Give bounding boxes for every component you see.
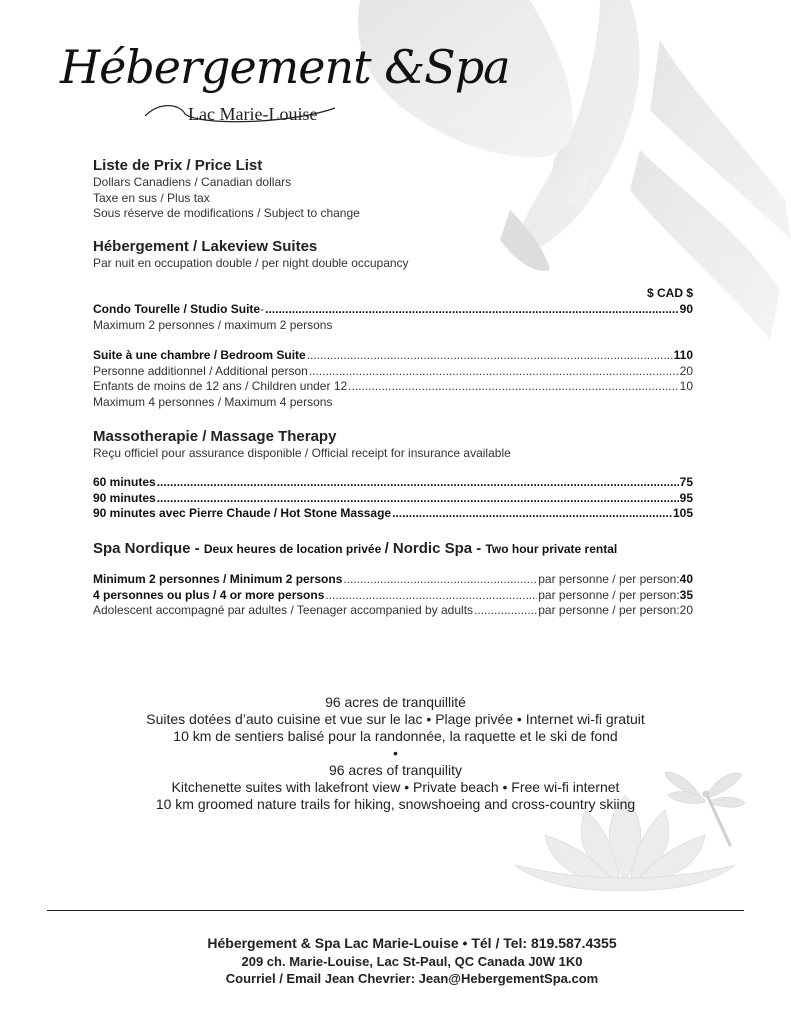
footer-address: 209 ch. Marie-Louise, Lac St-Paul, QC Canada J0W 1K0 bbox=[241, 954, 583, 969]
children-price: 10 bbox=[679, 379, 693, 393]
massage-label: 90 minutes avec Pierre Chaude / Hot Stone Massage bbox=[93, 506, 392, 520]
leader-dots bbox=[157, 475, 679, 491]
spa-price: 20 bbox=[679, 603, 693, 617]
leader-dots bbox=[343, 572, 537, 588]
condo-label: Condo Tourelle / Studio Suite bbox=[93, 302, 261, 316]
condo-price: 90 bbox=[679, 302, 693, 316]
feature-line: 10 km groomed nature trails for hiking, snowshoeing and cross-country skiing bbox=[155, 796, 636, 812]
bedroom-price-row bbox=[93, 348, 693, 364]
massage-label: 90 minutes bbox=[93, 490, 156, 505]
leader-dots bbox=[474, 603, 537, 619]
additional-person-label: Personne additionnel / Additional person bbox=[93, 363, 308, 378]
spa-label: Adolescent accompagné par adultes / Teenager accompanied by adults bbox=[93, 603, 474, 617]
condo-separator: - bbox=[260, 302, 265, 316]
bedroom-label: Suite à une chambre / Bedroom Suite bbox=[93, 348, 306, 362]
bedroom-price: 110 bbox=[673, 348, 693, 362]
massage-section bbox=[93, 428, 693, 462]
logo-wordmark: Hébergement &Spa bbox=[60, 40, 510, 94]
massage-title: Massotherapie / Massage Therapy bbox=[93, 428, 337, 445]
spa-title-fr: Spa Nordique - bbox=[93, 540, 204, 557]
massage-row bbox=[93, 491, 693, 507]
lodging-section bbox=[93, 238, 693, 272]
feature-line: 96 acres of tranquility bbox=[328, 762, 463, 778]
footer-email: Courriel / Email Jean Chevrier: Jean@HebergementSpa.com bbox=[225, 971, 599, 986]
leader-dots bbox=[307, 348, 673, 364]
children-label: Enfants de moins de 12 ans / Children under 12 bbox=[93, 379, 348, 393]
price-list-title: Liste de Prix / Price List bbox=[93, 157, 263, 174]
massage-label: 60 minutes bbox=[93, 475, 156, 489]
price-list-line: Dollars Canadiens / Canadian dollars bbox=[93, 175, 292, 189]
spa-title-en: / Nordic Spa - bbox=[384, 540, 486, 557]
feature-line: 10 km de sentiers balisé pour la randonnée, la raquette et le ski de fond bbox=[173, 728, 618, 744]
feature-line: Suites dotées d’auto cuisine et vue sur le lac • Plage privée • Internet wi-fi gratuit bbox=[146, 711, 645, 727]
footer-contact-line: Hébergement & Spa Lac Marie-Louise • Tél / Tel: 819.587.4355 bbox=[207, 935, 617, 951]
spa-price: 40 bbox=[679, 572, 693, 586]
feature-line: Kitchenette suites with lakefront view • Private beach • Free wi-fi internet bbox=[171, 779, 620, 795]
features-block bbox=[0, 694, 791, 813]
lodging-title: Hébergement / Lakeview Suites bbox=[93, 238, 318, 255]
additional-person-row bbox=[93, 364, 693, 380]
leader-dots bbox=[265, 302, 679, 318]
spa-unit: par personne / per person: bbox=[538, 603, 680, 617]
feature-line: 96 acres de tranquillité bbox=[325, 694, 466, 710]
massage-price: 95 bbox=[679, 490, 693, 505]
leader-dots bbox=[348, 379, 678, 395]
spa-unit: par personne / per person: bbox=[538, 587, 680, 602]
spa-label: 4 personnes ou plus / 4 or more persons bbox=[93, 587, 325, 602]
footer-divider bbox=[47, 910, 744, 911]
feature-separator: • bbox=[393, 745, 398, 761]
leader-dots bbox=[157, 491, 679, 507]
additional-person-price: 20 bbox=[679, 363, 693, 378]
leader-dots bbox=[309, 364, 679, 380]
spa-row bbox=[93, 603, 693, 619]
massage-row bbox=[93, 475, 693, 491]
massage-price: 75 bbox=[679, 475, 693, 489]
condo-price-row bbox=[93, 302, 693, 318]
spa-heading bbox=[93, 540, 693, 558]
leader-dots bbox=[392, 506, 672, 522]
spa-unit: par personne / per person: bbox=[538, 572, 680, 586]
currency-header: $ CAD $ bbox=[646, 286, 693, 300]
price-list-line: Taxe en sus / Plus tax bbox=[93, 190, 210, 205]
price-list-section bbox=[93, 157, 693, 222]
leader-dots bbox=[325, 588, 537, 604]
massage-row bbox=[93, 506, 693, 522]
massage-subtitle: Reçu officiel pour assurance disponible / Official receipt for insurance available bbox=[93, 446, 511, 460]
logo-subtitle: Lac Marie-Louise bbox=[188, 104, 318, 124]
spa-price: 35 bbox=[679, 587, 693, 602]
children-row bbox=[93, 379, 693, 395]
massage-price: 105 bbox=[672, 506, 693, 520]
spa-label: Minimum 2 personnes / Minimum 2 persons bbox=[93, 572, 343, 586]
lodging-subtitle: Par nuit en occupation double / per night double occupancy bbox=[93, 256, 409, 270]
spa-desc-en: Two hour private rental bbox=[485, 542, 618, 556]
spa-row bbox=[93, 572, 693, 588]
price-list-line: Sous réserve de modifications / Subject to change bbox=[93, 206, 360, 220]
bedroom-note: Maximum 4 personnes / Maximum 4 persons bbox=[93, 394, 333, 409]
spa-row bbox=[93, 588, 693, 604]
condo-note: Maximum 2 personnes / maximum 2 persons bbox=[93, 317, 333, 332]
spa-desc-fr: Deux heures de location privée bbox=[203, 542, 385, 556]
